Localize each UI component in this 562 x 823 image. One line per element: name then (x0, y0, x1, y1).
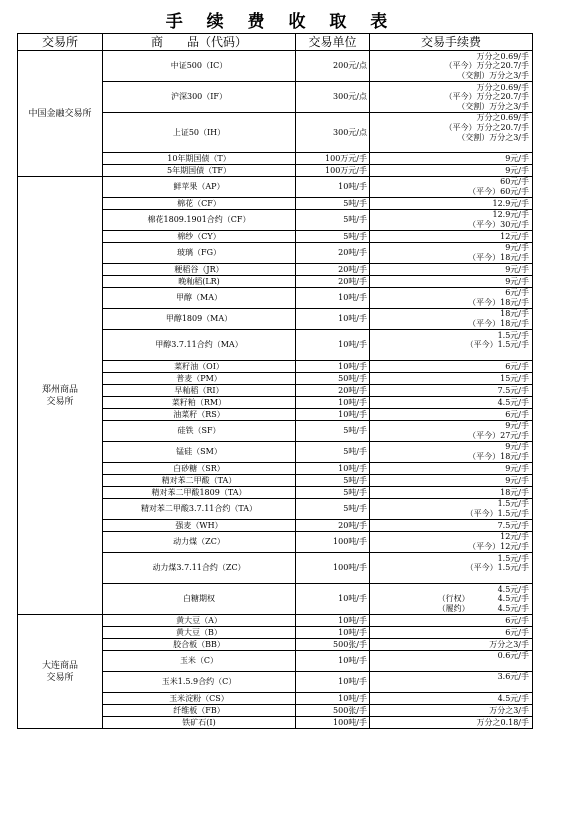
product-cell: 上证50（IH） (103, 113, 296, 153)
fee-cell (370, 385, 533, 397)
product-cell: 油菜籽（RS） (103, 409, 296, 421)
product-cell: 玉米（C） (103, 651, 296, 672)
fee-line: 4.5元/手 (497, 397, 529, 407)
fee-cell (370, 463, 533, 475)
fee-line: 9元/手 (505, 421, 529, 431)
unit-cell: 5吨/手 (296, 198, 370, 210)
product-cell: 精对苯二甲酸（TA） (103, 475, 296, 487)
fee-cell (370, 475, 533, 487)
fee-cell (370, 264, 533, 276)
fee-line: 0.6元/手 (497, 651, 529, 661)
fee-cell (370, 532, 533, 553)
fee-line: （平今）万分之20.7/手 (444, 92, 529, 102)
unit-cell: 5吨/手 (296, 499, 370, 520)
fee-line: （交割）万分之3/手 (457, 132, 529, 142)
fee-line: 6元/手 (505, 627, 529, 637)
unit-cell: 10吨/手 (296, 615, 370, 627)
product-cell: 锰硅（SM） (103, 442, 296, 463)
fee-line: （平今）万分之20.7/手 (444, 122, 529, 132)
fee-cell (370, 717, 533, 729)
product-cell: 动力煤3.7.11合约（ZC） (103, 553, 296, 584)
fee-line (372, 661, 529, 671)
fee-line (372, 142, 529, 152)
fee-line: （平今）18元/手 (468, 298, 529, 307)
fee-cell (370, 210, 533, 231)
product-cell: 强麦（WH） (103, 520, 296, 532)
fee-line: （交割）万分之3/手 (457, 101, 529, 111)
fee-line: 9元/手 (505, 243, 529, 253)
product-cell: 精对苯二甲酸1809（TA） (103, 487, 296, 499)
unit-cell: 100万元/手 (296, 153, 370, 165)
product-cell: 沪深300（IF） (103, 82, 296, 113)
fee-line: 7.5元/手 (497, 520, 529, 530)
fee-cell (370, 113, 533, 153)
unit-cell: 5吨/手 (296, 475, 370, 487)
unit-cell: 500张/手 (296, 639, 370, 651)
unit-cell: 100万元/手 (296, 165, 370, 177)
fee-line: （平今）万分之20.7/手 (444, 61, 529, 71)
header-product: 商 品（代码） (103, 34, 296, 51)
fee-line: （履约） 4.5元/手 (437, 603, 529, 613)
header-row (18, 34, 533, 51)
fee-line: 万分之0.18/手 (476, 717, 529, 727)
fee-cell (370, 421, 533, 442)
fee-line: （平今）1.5元/手 (465, 509, 529, 518)
product-cell: 10年期国债（T） (103, 153, 296, 165)
fee-cell (370, 651, 533, 672)
product-cell: 白砂糖（SR） (103, 463, 296, 475)
fee-cell (370, 615, 533, 627)
unit-cell: 10吨/手 (296, 627, 370, 639)
fee-line: 60元/手 (500, 177, 529, 187)
fee-cell (370, 288, 533, 309)
product-cell: 晚籼稻(LR) (103, 276, 296, 288)
product-cell: 鲜苹果（AP） (103, 177, 296, 198)
fee-line: 9元/手 (505, 264, 529, 274)
fee-cell (370, 627, 533, 639)
fee-line: （平今）30元/手 (468, 220, 529, 229)
fee-table (17, 33, 533, 729)
product-cell: 普麦（PM） (103, 373, 296, 385)
fee-line: （平今）1.5元/手 (465, 563, 529, 573)
fee-line: 万分之0.69/手 (476, 113, 529, 123)
fee-line: 4.5元/手 (497, 584, 529, 594)
fee-line: （平今）18元/手 (468, 253, 529, 262)
table-row (18, 51, 533, 82)
header-exchange: 交易所 (18, 34, 103, 51)
unit-cell: 10吨/手 (296, 409, 370, 421)
exchange-name: 交易所 (46, 672, 74, 683)
fee-line: 1.5元/手 (497, 330, 529, 340)
fee-line (372, 573, 529, 583)
unit-cell: 20吨/手 (296, 276, 370, 288)
fee-line: （平今）60元/手 (468, 187, 529, 196)
fee-line: （平今）18元/手 (468, 319, 529, 328)
unit-cell: 100吨/手 (296, 532, 370, 553)
fee-cell (370, 330, 533, 361)
fee-line: （平今）18元/手 (468, 452, 529, 461)
fee-line: 15元/手 (500, 373, 529, 383)
fee-line: 12元/手 (500, 231, 529, 241)
table-body (18, 51, 533, 729)
fee-line: 18元/手 (500, 309, 529, 319)
product-cell: 玉米淀粉（CS） (103, 693, 296, 705)
product-cell: 棉花（CF） (103, 198, 296, 210)
unit-cell: 5吨/手 (296, 231, 370, 243)
product-cell: 纤维板（FB） (103, 705, 296, 717)
fee-cell (370, 520, 533, 532)
fee-cell (370, 165, 533, 177)
fee-line: 6元/手 (505, 615, 529, 625)
unit-cell: 20吨/手 (296, 520, 370, 532)
product-cell: 铁矿石(I) (103, 717, 296, 729)
header-fee: 交易手续费 (370, 34, 533, 51)
page-title: 手 续 费 收 取 表 (165, 12, 397, 32)
unit-cell: 10吨/手 (296, 672, 370, 693)
fee-line: （行权） 4.5元/手 (437, 594, 529, 604)
unit-cell: 100吨/手 (296, 717, 370, 729)
fee-line: 9元/手 (505, 463, 529, 473)
fee-line: （平今）1.5元/手 (465, 340, 529, 350)
product-cell: 甲醇1809（MA） (103, 309, 296, 330)
fee-cell (370, 553, 533, 584)
fee-line: 9元/手 (505, 475, 529, 485)
unit-cell: 300元/点 (296, 113, 370, 153)
fee-line: 9元/手 (505, 165, 529, 175)
product-cell: 棉纱（CY） (103, 231, 296, 243)
fee-line: 12.9元/手 (492, 210, 529, 220)
fee-cell (370, 409, 533, 421)
fee-line: 3.6元/手 (497, 672, 529, 682)
fee-cell (370, 397, 533, 409)
product-cell: 胶合板（BB） (103, 639, 296, 651)
unit-cell: 10吨/手 (296, 309, 370, 330)
fee-line (372, 682, 529, 692)
fee-cell (370, 243, 533, 264)
unit-cell: 20吨/手 (296, 243, 370, 264)
unit-cell: 5吨/手 (296, 442, 370, 463)
unit-cell: 10吨/手 (296, 177, 370, 198)
product-cell: 早籼稻（RI） (103, 385, 296, 397)
fee-line (372, 350, 529, 360)
unit-cell: 10吨/手 (296, 693, 370, 705)
fee-line: 万分之3/手 (489, 639, 529, 649)
fee-line: 18元/手 (500, 487, 529, 497)
table-row (18, 615, 533, 627)
fee-cell (370, 309, 533, 330)
unit-cell: 10吨/手 (296, 361, 370, 373)
fee-cell (370, 373, 533, 385)
fee-line: 12元/手 (500, 532, 529, 542)
unit-cell: 5吨/手 (296, 487, 370, 499)
product-cell: 5年期国债（TF） (103, 165, 296, 177)
fee-line: 7.5元/手 (497, 385, 529, 395)
fee-cell (370, 153, 533, 165)
product-cell: 硅铁（SF） (103, 421, 296, 442)
fee-line: 12.9元/手 (492, 198, 529, 208)
product-cell: 精对苯二甲酸3.7.11合约（TA） (103, 499, 296, 520)
fee-line: （交割）万分之3/手 (457, 70, 529, 80)
fee-cell (370, 51, 533, 82)
product-cell: 菜籽油（OI） (103, 361, 296, 373)
unit-cell: 50吨/手 (296, 373, 370, 385)
product-cell: 白糖期权 (103, 584, 296, 615)
header-unit: 交易单位 (296, 34, 370, 51)
fee-line: 万分之0.69/手 (476, 51, 529, 61)
fee-line: 万分之0.69/手 (476, 82, 529, 92)
fee-cell (370, 693, 533, 705)
exchange-name-cell (18, 51, 103, 177)
fee-line: 1.5元/手 (497, 553, 529, 563)
unit-cell: 10吨/手 (296, 463, 370, 475)
product-cell: 玻璃（FG） (103, 243, 296, 264)
product-cell: 动力煤（ZC） (103, 532, 296, 553)
fee-line: 万分之3/手 (489, 705, 529, 715)
exchange-name-cell (18, 615, 103, 729)
unit-cell: 100吨/手 (296, 553, 370, 584)
fee-line: （平今）27元/手 (468, 431, 529, 440)
fee-cell (370, 198, 533, 210)
table-row (18, 177, 533, 198)
fee-cell (370, 276, 533, 288)
product-cell: 粳稻谷（JR） (103, 264, 296, 276)
product-cell: 菜籽粕（RM） (103, 397, 296, 409)
fee-cell (370, 705, 533, 717)
fee-cell (370, 177, 533, 198)
product-cell: 甲醇3.7.11合约（MA） (103, 330, 296, 361)
unit-cell: 10吨/手 (296, 288, 370, 309)
fee-cell (370, 442, 533, 463)
unit-cell: 300元/点 (296, 82, 370, 113)
fee-line: 6元/手 (505, 409, 529, 419)
fee-cell (370, 672, 533, 693)
fee-line: （平今）12元/手 (468, 542, 529, 551)
product-cell: 玉米1.5.9合约（C） (103, 672, 296, 693)
unit-cell: 200元/点 (296, 51, 370, 82)
unit-cell: 10吨/手 (296, 397, 370, 409)
fee-line: 9元/手 (505, 442, 529, 452)
exchange-name: 中国金融交易所 (28, 108, 92, 119)
fee-line: 9元/手 (505, 153, 529, 163)
unit-cell: 10吨/手 (296, 651, 370, 672)
fee-cell (370, 231, 533, 243)
exchange-name: 郑州商品 (41, 384, 78, 395)
fee-line: 6元/手 (505, 288, 529, 298)
unit-cell: 10吨/手 (296, 584, 370, 615)
fee-cell (370, 487, 533, 499)
fee-cell (370, 499, 533, 520)
fee-cell (370, 584, 533, 615)
product-cell: 甲醇（MA） (103, 288, 296, 309)
unit-cell: 10吨/手 (296, 330, 370, 361)
fee-line: 1.5元/手 (497, 499, 529, 509)
product-cell: 黄大豆（A） (103, 615, 296, 627)
exchange-name: 交易所 (46, 396, 74, 407)
exchange-name-cell (18, 177, 103, 615)
unit-cell: 20吨/手 (296, 264, 370, 276)
fee-line: 9元/手 (505, 276, 529, 286)
fee-cell (370, 361, 533, 373)
product-cell: 棉花1809.1901合约（CF） (103, 210, 296, 231)
product-cell: 黄大豆（B） (103, 627, 296, 639)
fee-line: 4.5元/手 (497, 693, 529, 703)
unit-cell: 5吨/手 (296, 210, 370, 231)
unit-cell: 500张/手 (296, 705, 370, 717)
unit-cell: 20吨/手 (296, 385, 370, 397)
unit-cell: 5吨/手 (296, 421, 370, 442)
product-cell: 中证500（IC） (103, 51, 296, 82)
exchange-name: 大连商品 (41, 660, 78, 671)
fee-line: 6元/手 (505, 361, 529, 371)
fee-cell (370, 639, 533, 651)
fee-cell (370, 82, 533, 113)
